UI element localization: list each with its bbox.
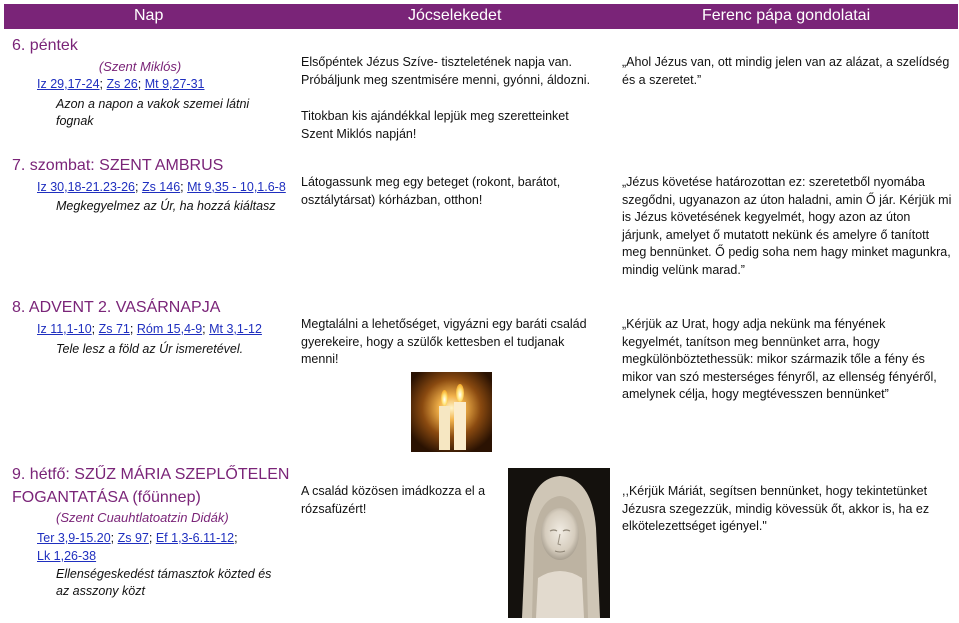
- day-title-6: 6. péntek: [12, 37, 78, 54]
- scripture-refs-9: Ter 3,9-15.20; Zs 97; Ef 1,3-6.11-12; Lk 1,26-38: [37, 531, 238, 563]
- quote-9: ,,Kérjük Máriát, segítsen bennünket, hogy tekintetünket Jézusra szegezzük, mindig kövessük őt, akkor is, ha ez elkötelezettséget igényel.": [622, 484, 930, 533]
- ref-link[interactable]: Iz 30,18-21.23-26: [37, 180, 135, 194]
- scripture-refs-6: Iz 29,17-24; Zs 26; Mt 9,27-31: [37, 77, 205, 91]
- ref-link[interactable]: Zs 26: [106, 77, 138, 91]
- motto-7: Megkegyelmez az Úr, ha hozzá kiáltasz: [56, 199, 276, 213]
- candle-image: [411, 372, 492, 452]
- ref-link[interactable]: Zs 146: [141, 180, 181, 194]
- day-title-8: 8. ADVENT 2. VASÁRNAPJA: [12, 299, 221, 316]
- ref-link[interactable]: Ter 3,9-15.20: [37, 531, 111, 545]
- table-header: [4, 4, 958, 29]
- ref-link[interactable]: Iz 11,1-10: [37, 322, 92, 336]
- day-title-9: 9. hétfő: SZŰZ MÁRIA SZEPLŐTELEN FOGANTATÁSA (főünnep): [12, 466, 290, 506]
- ref-link[interactable]: Iz 29,17-24: [37, 77, 100, 91]
- saint-name-9: (Szent Cuauhtlatoatzin Didák): [56, 510, 229, 525]
- scripture-refs-7: Iz 30,18-21.23-26; Zs 146; Mt 9,35 - 10,1.6-8: [37, 180, 286, 194]
- header-quote: Ferenc pápa gondolatai: [702, 7, 871, 24]
- deed-6a: Elsőpéntek Jézus Szíve- tiszteletének napja van. Próbáljunk meg szentmisére menni, gyónni, áldozni.: [301, 55, 591, 87]
- header-deed: Jócselekedet: [408, 7, 502, 24]
- madonna-statue-image: [508, 468, 610, 618]
- motto-9: Ellenségeskedést támasztok közted és az asszony közt: [56, 567, 272, 598]
- ref-link[interactable]: Mt 9,27-31: [144, 77, 205, 91]
- quote-6: „Ahol Jézus van, ott mindig jelen van az alázat, a szelídség és a szeretet.”: [622, 55, 950, 87]
- ref-link[interactable]: Zs 97: [117, 531, 149, 545]
- ref-link[interactable]: Mt 9,35 - 10,1.6-8: [187, 180, 286, 194]
- motto-6: Azon a napon a vakok szemei látni fognak: [56, 97, 250, 128]
- ref-link[interactable]: Mt 3,1-12: [209, 322, 262, 336]
- ref-link[interactable]: Zs 71: [98, 322, 130, 336]
- deed-9: A család közösen imádkozza el a rózsafüzért!: [301, 484, 486, 516]
- deed-6b: Titokban kis ajándékkal lepjük meg szeretteinket Szent Miklós napján!: [301, 109, 569, 141]
- ref-link[interactable]: Róm 15,4-9: [136, 322, 203, 336]
- quote-7: „Jézus követése határozottan ez: szeretetből nyomába szegődni, ugyanazon az úton haladni, amin Ő jár. Kérjük mi is Jézus követésének kegyelmét, hogy azon az úton járjunk, amelyet ő mutatott nekünk és amelyre ő tanított meg bennünket. Ő pedig soha nem hagy minket magunkra, mindig velünk marad.”: [622, 175, 952, 277]
- motto-8: Tele lesz a föld az Úr ismeretével.: [56, 342, 244, 356]
- scripture-refs-8: Iz 11,1-10; Zs 71; Róm 15,4-9; Mt 3,1-12: [37, 322, 262, 336]
- deed-8: Megtalálni a lehetőséget, vigyázni egy baráti család gyerekeire, hogy a szülők kettesben el tudjanak menni!: [301, 317, 587, 366]
- header-day: Nap: [134, 7, 164, 24]
- ref-link[interactable]: Ef 1,3-6.11-12: [155, 531, 235, 545]
- ref-link[interactable]: Lk 1,26-38: [37, 549, 97, 563]
- saint-name-6: (Szent Miklós): [98, 59, 182, 74]
- day-title-7: 7. szombat: SZENT AMBRUS: [12, 157, 224, 174]
- deed-7: Látogassunk meg egy beteget (rokont, barátot, osztálytársat) kórházban, otthon!: [301, 175, 561, 207]
- quote-8: „Kérjük az Urat, hogy adja nekünk ma fényének kegyelmét, tanítson meg bennünket arra, hogy megkülönböztethessük: mikor származik tőle a fény és mikor van szó mesterséges fényről, az ellenség fényéről, amelynek célja, hogy megtévesszen bennünket”: [622, 317, 937, 401]
